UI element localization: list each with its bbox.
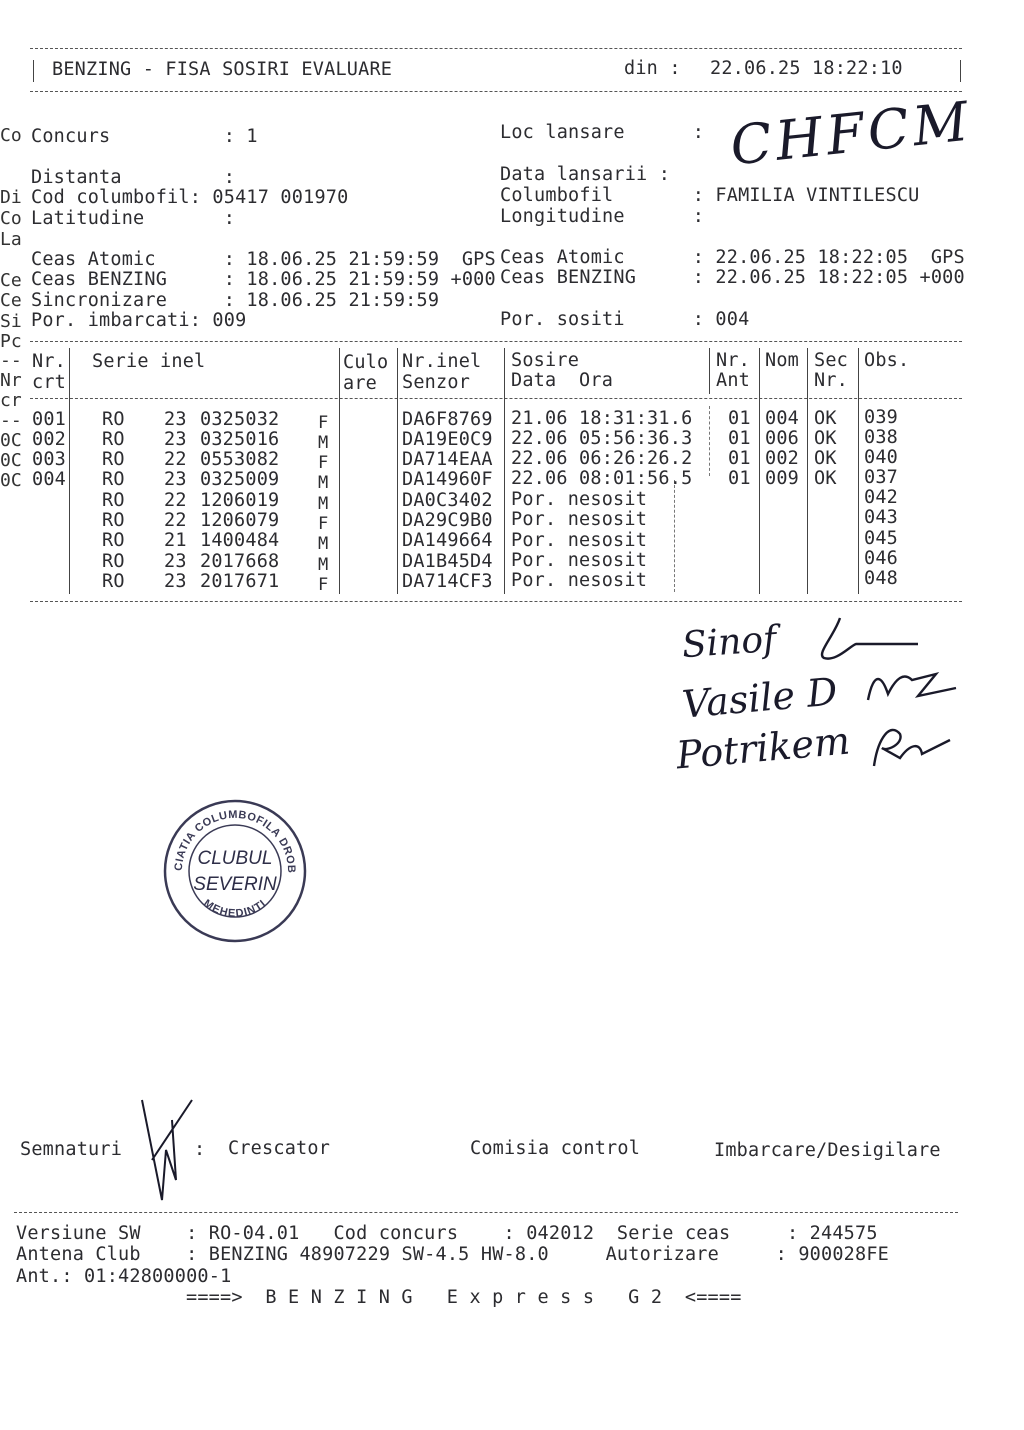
cell-ring: 0325016 [200, 429, 280, 450]
edge-fragment: cr [0, 390, 22, 411]
cell-ring: 2017671 [200, 571, 280, 592]
sincronizare-field: Sincronizare : 18.06.25 21:59:59 [31, 290, 440, 311]
column-divider [858, 348, 859, 594]
cell-nr: 001 [32, 409, 67, 430]
cell-sex: M [318, 534, 329, 554]
edge-fragment: Si [0, 311, 22, 332]
cell-senzor: DA19E0C9 [402, 429, 493, 450]
data-lansarii-field: Data lansarii : [500, 164, 671, 185]
edge-fragment: 0C [0, 450, 22, 471]
cell-senzor: DA6F8769 [402, 409, 493, 430]
header-nom: Nom [765, 350, 800, 371]
cell-sex: M [318, 555, 329, 575]
header-sosire: Sosire [511, 350, 580, 371]
header-nr-ant: Nr. [716, 350, 751, 371]
cell-sosire: Por. nesosit [511, 550, 648, 571]
ceas-benzing-start: Ceas BENZING : 18.06.25 21:59:59 +000 [31, 269, 496, 290]
cell-country: RO [102, 530, 125, 551]
distanta-field: Distanta : [31, 167, 236, 188]
print-date-label: din : [624, 58, 681, 79]
header-ant: Ant [716, 370, 751, 391]
header-nr: Nr. [32, 351, 67, 372]
cell-year: 23 [164, 409, 187, 430]
cod-columbofil-field: Cod columbofil: 05417 001970 [31, 187, 349, 208]
edge-fragment: La [0, 229, 22, 250]
column-divider [759, 348, 760, 594]
cell-sosire: Por. nesosit [511, 530, 648, 551]
cell-obs: 039 [864, 407, 899, 428]
cell-sosire: Por. nesosit [511, 570, 648, 591]
cell-country: RO [102, 571, 125, 592]
cell-sosire: 22.06 06:26:26.2 [511, 448, 693, 469]
cell-ring: 1400484 [200, 530, 280, 551]
table-top-border [30, 341, 962, 342]
edge-fragment: Ce [0, 290, 22, 311]
cell-sec: OK [814, 408, 837, 429]
cell-sex: F [318, 575, 329, 595]
table-header-border [30, 398, 962, 399]
column-divider [69, 348, 70, 594]
cell-ant: 01 [728, 428, 751, 449]
ceas-atomic-start: Ceas Atomic : 18.06.25 21:59:59 GPS [31, 249, 496, 270]
signature-scribble-icon [860, 660, 970, 710]
header-crt: crt [32, 372, 67, 393]
cell-senzor: DA149664 [402, 530, 493, 551]
cell-sosire: Por. nesosit [511, 509, 648, 530]
signatures-colon: : [194, 1139, 206, 1160]
porumbei-imbarcati: Por. imbarcati: 009 [31, 310, 247, 331]
cell-country: RO [102, 429, 125, 450]
cell-obs: 040 [864, 447, 899, 468]
cell-year: 23 [164, 551, 187, 572]
concurs-field: Concurs : 1 [31, 126, 258, 147]
edge-fragment: Ce [0, 270, 22, 291]
ceas-atomic-end: Ceas Atomic : 22.06.25 18:22:05 GPS [500, 247, 965, 268]
cell-sex: M [318, 433, 329, 453]
svg-text:MEHEDINTI [201, 897, 269, 919]
header-top-border [30, 48, 962, 49]
cell-obs: 043 [864, 507, 899, 528]
cell-sec: OK [814, 428, 837, 449]
header-nr-inel: Nr.inel [402, 351, 482, 372]
header-serie-inel: Serie inel [92, 351, 206, 372]
crescator-signature-icon [132, 1080, 202, 1210]
cell-ant: 01 [728, 408, 751, 429]
header-data-ora: Data Ora [511, 370, 614, 391]
cell-country: RO [102, 510, 125, 531]
signature-scribble-icon [810, 606, 930, 666]
cell-obs: 037 [864, 467, 899, 488]
cell-nr: 003 [32, 449, 67, 470]
header-left-bar [33, 60, 34, 82]
stamp-line-2: SEVERIN [193, 874, 277, 895]
signature-scribble-icon [860, 718, 960, 774]
cell-senzor: DA714CF3 [402, 571, 493, 592]
handwritten-location: CHFCM [727, 89, 976, 178]
stamp-ring-icon [162, 798, 308, 944]
cell-obs: 038 [864, 427, 899, 448]
cell-senzor: DA1B45D4 [402, 551, 493, 572]
header-bottom-border [30, 91, 962, 92]
footer-line-3: Ant.: 01:42800000-1 [16, 1266, 232, 1287]
cell-year: 23 [164, 469, 187, 490]
cell-year: 21 [164, 530, 187, 551]
cell-nom: 002 [765, 448, 800, 469]
cell-country: RO [102, 409, 125, 430]
stamp-line-1: CLUBUL [197, 848, 273, 869]
cell-year: 22 [164, 510, 187, 531]
cell-sosire: 22.06 05:56:36.3 [511, 428, 693, 449]
column-divider [674, 480, 675, 592]
column-divider [807, 348, 808, 594]
column-divider [709, 348, 710, 394]
header-obs: Obs. [864, 350, 910, 371]
cell-ring: 0325032 [200, 409, 280, 430]
cell-ant: 01 [728, 468, 751, 489]
header-culoare: Culo [343, 352, 389, 373]
loc-lansare-field: Loc lansare : [500, 122, 705, 143]
cell-obs: 048 [864, 568, 899, 589]
edge-fragment: -- [0, 410, 22, 431]
handwritten-signature-1: Sinof [680, 618, 778, 667]
cell-nr: 002 [32, 429, 67, 450]
cell-ring: 1206019 [200, 490, 280, 511]
cell-sex: F [318, 413, 329, 433]
cell-year: 22 [164, 490, 187, 511]
cell-year: 23 [164, 571, 187, 592]
print-date-value: 22.06.25 18:22:10 [710, 58, 903, 79]
cell-senzor: DA0C3402 [402, 490, 493, 511]
club-stamp [162, 798, 308, 944]
footer-line-2: Antena Club : BENZING 48907229 SW-4.5 HW-8.0 Autorizare : 900028FE [16, 1244, 890, 1265]
column-divider [397, 348, 398, 594]
signature-crescator: Crescator [228, 1138, 331, 1159]
signatures-label: Semnaturi [20, 1139, 123, 1160]
cell-country: RO [102, 449, 125, 470]
signature-imbarcare: Imbarcare/Desigilare [714, 1140, 941, 1161]
longitudine-field: Longitudine : [500, 206, 705, 227]
edge-fragment: Co [0, 125, 22, 146]
edge-fragment: Co [0, 208, 22, 229]
footer-line-1: Versiune SW : RO-04.01 Cod concurs : 042012 Serie ceas : 244575 [16, 1223, 878, 1244]
edge-fragment: -- [0, 350, 22, 371]
cell-nr: 004 [32, 469, 67, 490]
cell-obs: 045 [864, 528, 899, 549]
edge-fragment: 0C [0, 470, 22, 491]
header-right-bar [960, 60, 961, 82]
cell-sec: OK [814, 468, 837, 489]
handwritten-signature-2: Vasile D [680, 669, 840, 727]
stamp-top-text: CIATIA COLUMBOFILA DROB [172, 808, 298, 874]
cell-year: 23 [164, 429, 187, 450]
cell-obs: 042 [864, 487, 899, 508]
cell-year: 22 [164, 449, 187, 470]
porumbei-sositi: Por. sositi : 004 [500, 309, 750, 330]
handwritten-signature-3: Potrikem [674, 718, 852, 778]
edge-fragment: Pc [0, 331, 22, 352]
cell-senzor: DA14960F [402, 469, 493, 490]
cell-ring: 2017668 [200, 551, 280, 572]
cell-sosire: 22.06 08:01:56.5 [511, 468, 693, 489]
cell-country: RO [102, 551, 125, 572]
columbofil-field: Columbofil : FAMILIA VINTILESCU [500, 185, 920, 206]
cell-ant: 01 [728, 448, 751, 469]
header-sec-nr: Nr. [814, 370, 849, 391]
cell-sex: M [318, 494, 329, 514]
ceas-benzing-end: Ceas BENZING : 22.06.25 18:22:05 +000 [500, 267, 965, 288]
header-culoare-2: are [343, 373, 378, 394]
footer-border [14, 1212, 958, 1213]
column-divider [339, 348, 340, 594]
signature-comisia: Comisia control [470, 1138, 641, 1159]
column-divider [709, 406, 710, 476]
cell-sex: F [318, 453, 329, 473]
edge-fragment: 0C [0, 430, 22, 451]
cell-ring: 0553082 [200, 449, 280, 470]
cell-sosire: 21.06 18:31:31.6 [511, 408, 693, 429]
edge-fragment: Di [0, 187, 22, 208]
cell-ring: 0325009 [200, 469, 280, 490]
cell-sex: F [318, 514, 329, 534]
cell-sec: OK [814, 448, 837, 469]
cell-nom: 004 [765, 408, 800, 429]
stamp-bottom-text: MEHEDINTI [201, 897, 269, 920]
cell-sex: M [318, 473, 329, 493]
table-bottom-border [30, 601, 962, 602]
cell-sosire: Por. nesosit [511, 489, 648, 510]
edge-fragment: Nr [0, 370, 22, 391]
cell-country: RO [102, 469, 125, 490]
cell-nom: 009 [765, 468, 800, 489]
footer-brand: ====> B E N Z I N G E x p r e s s G 2 <==== [186, 1287, 742, 1308]
cell-ring: 1206079 [200, 510, 280, 531]
document-title: BENZING - FISA SOSIRI EVALUARE [52, 59, 393, 80]
cell-obs: 046 [864, 548, 899, 569]
cell-senzor: DA29C9B0 [402, 510, 493, 531]
cell-nom: 006 [765, 428, 800, 449]
latitudine-field: Latitudine : [31, 208, 236, 229]
header-sec: Sec [814, 350, 849, 371]
cell-senzor: DA714EAA [402, 449, 493, 470]
column-divider [504, 348, 505, 594]
header-senzor: Senzor [402, 372, 471, 393]
cell-country: RO [102, 490, 125, 511]
